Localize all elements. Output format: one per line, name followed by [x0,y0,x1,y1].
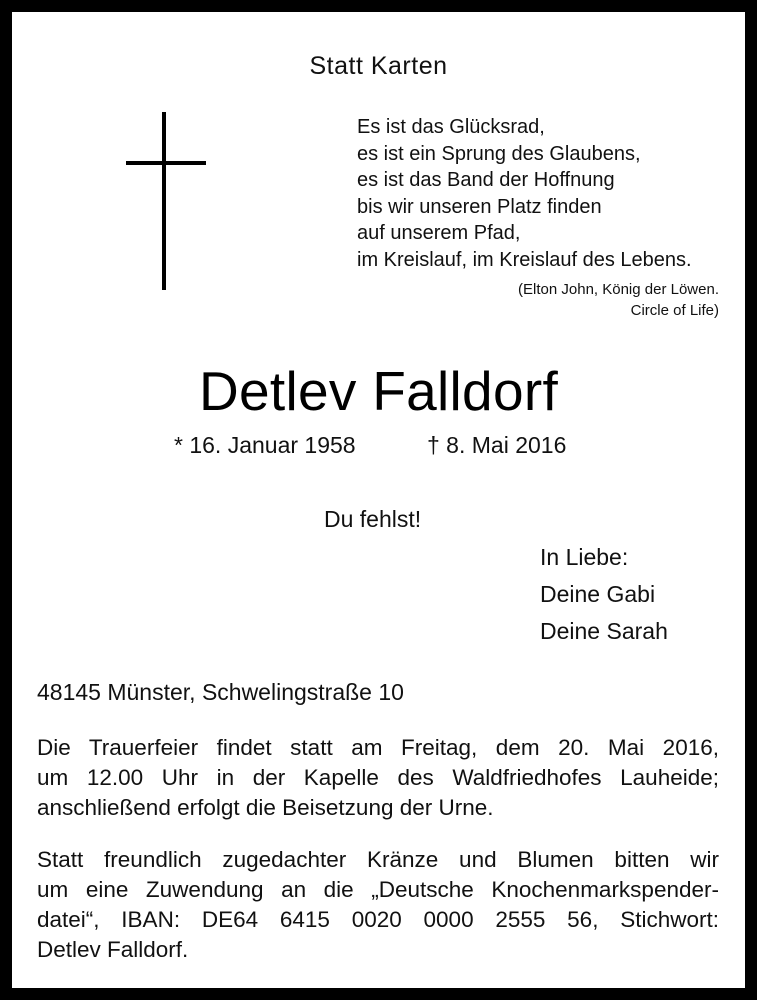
donation-line: Statt freundlich zugedachter Kränze und Blumen bitten wir [37,847,719,872]
poem-quote [357,114,692,273]
poem-line: auf unserem Pfad, [357,222,521,244]
signature-name: Deine Gabi [540,581,656,607]
latin-cross-icon [126,112,206,290]
birth-date: * 16. Januar 1958 [174,432,356,458]
funeral-line: anschließend erfolgt die Beisetzung der Urne. [37,795,494,820]
header-statt-karten: Statt Karten [309,52,448,80]
poem-source-line: Circle of Life) [630,302,719,319]
funeral-info [37,733,719,823]
cross-vertical-bar [162,112,166,290]
deceased-name: Detlev Falldorf [198,360,559,422]
funeral-line: um 12.00 Uhr in der Kapelle des Waldfriedhofes Lauheide; [37,765,719,790]
donation-line: um eine Zuwendung an die „Deutsche Knochenmarkspender- [37,877,719,902]
donation-line: Detlev Falldorf. [37,937,189,962]
funeral-line: Die Trauerfeier findet statt am Freitag, dem 20. Mai 2016, [37,735,719,760]
death-date: † 8. Mai 2016 [427,432,567,458]
farewell-message: Du fehlst! [324,506,422,532]
signature-block [540,539,668,650]
poem-line: Es ist das Glücksrad, [357,116,545,138]
donation-line: datei“, IBAN: DE64 6415 0020 0000 2555 56, Stichwort: [37,907,719,932]
poem-line: bis wir unseren Platz finden [357,195,602,218]
poem-line: es ist ein Sprung des Glaubens, [357,142,641,165]
signature-intro: In Liebe: [540,544,629,570]
address: 48145 Münster, Schwelingstraße 10 [37,679,404,705]
poem-source [518,279,719,321]
poem-source-line: (Elton John, König der Löwen. [518,281,719,298]
cross-horizontal-bar [126,161,206,165]
poem-line: es ist das Band der Hoffnung [357,169,615,191]
poem-line: im Kreislauf, im Kreislauf des Lebens. [357,248,692,271]
donation-info [37,845,719,965]
signature-name: Deine Sarah [540,618,668,644]
